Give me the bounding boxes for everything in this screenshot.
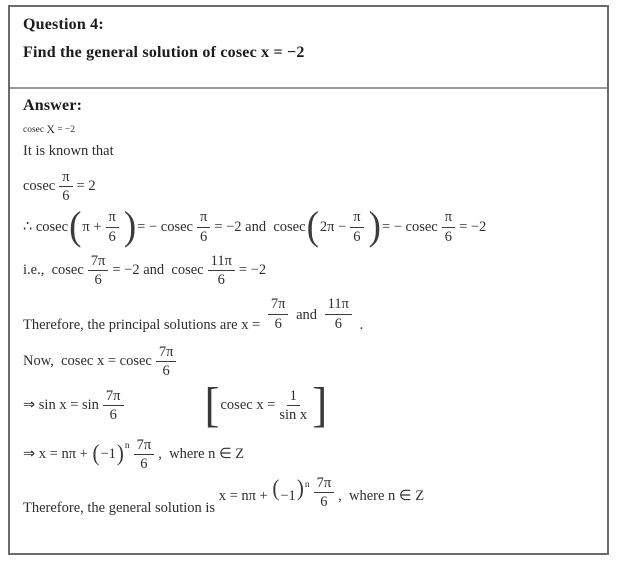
fraction-numerator: 11π bbox=[208, 253, 235, 271]
answer-lines bbox=[23, 124, 594, 517]
fraction bbox=[106, 209, 119, 244]
fraction-denominator: 6 bbox=[162, 363, 170, 380]
math-text: i.e., cosec bbox=[23, 262, 84, 279]
fraction-denominator: 6 bbox=[140, 455, 148, 472]
fraction bbox=[59, 169, 72, 204]
math-text: X bbox=[46, 124, 55, 136]
stretched-bracket: ] bbox=[312, 378, 328, 433]
general-solution-derived bbox=[23, 437, 594, 472]
stretched-bracket: ) bbox=[116, 440, 124, 467]
question-label: Question 4: bbox=[23, 16, 104, 33]
math-text: x = nπ + bbox=[218, 487, 272, 504]
fraction bbox=[325, 296, 352, 331]
answer-label: Answer: bbox=[23, 97, 83, 114]
fraction-numerator: π bbox=[350, 209, 363, 227]
principal-solutions bbox=[23, 298, 594, 333]
math-text: = −2 and cosec bbox=[112, 262, 204, 279]
math-text: π + bbox=[82, 218, 102, 235]
fraction-numerator: π bbox=[59, 169, 72, 187]
question-text: Find the general solution of cosec x = −2 bbox=[23, 44, 305, 61]
math-text: cosec x = bbox=[220, 396, 276, 413]
fraction-numerator: 7π bbox=[156, 344, 177, 362]
fraction bbox=[88, 253, 109, 288]
math-text: ∴ cosec bbox=[23, 218, 69, 235]
fraction-denominator: 6 bbox=[334, 315, 342, 332]
math-text: Therefore, the principal solutions are x = bbox=[23, 316, 264, 333]
fraction bbox=[350, 209, 363, 244]
math-text: −1 bbox=[100, 445, 116, 462]
fraction-numerator: 7π bbox=[88, 253, 109, 271]
fraction bbox=[279, 388, 307, 423]
math-text: , where n ∈ Z bbox=[338, 487, 425, 504]
fraction-numerator: π bbox=[442, 209, 455, 227]
conclusion bbox=[23, 474, 594, 516]
superscript: n bbox=[124, 440, 130, 451]
math-text: ⇒ sin x = sin bbox=[23, 396, 99, 413]
fraction-denominator: 6 bbox=[444, 228, 453, 245]
fraction bbox=[208, 253, 235, 288]
math-text: = −2 bbox=[54, 125, 76, 135]
fraction-numerator: 7π bbox=[268, 296, 289, 314]
fraction-denominator: 6 bbox=[353, 228, 361, 245]
superscript: n bbox=[304, 480, 310, 491]
fraction-denominator: sin x bbox=[279, 406, 308, 423]
fraction-denominator: 6 bbox=[94, 272, 102, 289]
math-text: cosec bbox=[23, 125, 47, 135]
sin-equation bbox=[23, 378, 594, 433]
stretched-bracket: ( bbox=[69, 204, 82, 250]
stretched-bracket: ) bbox=[296, 474, 304, 501]
math-text: = − cosec bbox=[381, 218, 438, 235]
fraction-denominator: 6 bbox=[274, 315, 282, 332]
fraction-numerator: π bbox=[106, 209, 119, 227]
fraction-numerator: 7π bbox=[103, 388, 124, 406]
fraction bbox=[156, 344, 177, 379]
fraction bbox=[442, 209, 455, 244]
math-text: = − cosec bbox=[137, 218, 193, 235]
fraction-denominator: 6 bbox=[109, 406, 117, 423]
stretched-bracket: [ bbox=[204, 378, 220, 433]
math-text: −1 bbox=[280, 487, 296, 504]
math-text: cosec bbox=[23, 178, 56, 195]
answer-section bbox=[10, 89, 607, 517]
fraction-denominator: 6 bbox=[108, 228, 116, 245]
known-value bbox=[23, 169, 594, 204]
math-text: 2π − bbox=[319, 218, 347, 235]
fraction-numerator: 7π bbox=[314, 475, 335, 493]
fraction-denominator: 6 bbox=[62, 188, 70, 205]
stretched-bracket: ( bbox=[306, 204, 319, 250]
question-answer-box bbox=[8, 5, 609, 555]
math-text: = −2 bbox=[238, 262, 267, 279]
fraction-numerator: 1 bbox=[287, 388, 300, 406]
fraction-denominator: 6 bbox=[200, 228, 208, 245]
fraction bbox=[268, 296, 289, 331]
fraction bbox=[134, 437, 155, 472]
known-intro bbox=[23, 143, 594, 160]
math-text: = −2 and cosec bbox=[214, 218, 306, 235]
therefore-negative-values bbox=[23, 204, 594, 250]
math-text: . bbox=[355, 316, 364, 333]
fraction-denominator: 6 bbox=[320, 494, 328, 511]
fraction-numerator: 7π bbox=[134, 437, 155, 455]
now-equation bbox=[23, 344, 594, 379]
stretched-bracket: ) bbox=[368, 204, 381, 250]
stretched-bracket: ( bbox=[92, 440, 100, 467]
math-text: = 2 bbox=[76, 178, 96, 195]
math-text: Now, cosec x = cosec bbox=[23, 353, 152, 370]
fraction-numerator: π bbox=[197, 209, 210, 227]
stretched-bracket: ) bbox=[123, 204, 137, 250]
given-equation bbox=[23, 124, 594, 136]
math-text: , where n ∈ Z bbox=[158, 445, 245, 462]
math-text: = −2 bbox=[459, 218, 487, 235]
fraction-denominator: 6 bbox=[217, 272, 225, 289]
math-text: ⇒ x = nπ + bbox=[23, 445, 92, 462]
question-section bbox=[10, 7, 607, 89]
fraction bbox=[314, 475, 335, 510]
math-text: and bbox=[292, 306, 321, 323]
stretched-bracket: ( bbox=[272, 474, 280, 501]
fraction-numerator: 11π bbox=[325, 296, 352, 314]
fraction bbox=[103, 388, 124, 423]
math-text: Therefore, the general solution is bbox=[23, 499, 219, 516]
math-text: It is known that bbox=[23, 143, 114, 159]
ie-principal-values bbox=[23, 253, 594, 288]
fraction bbox=[197, 209, 210, 244]
